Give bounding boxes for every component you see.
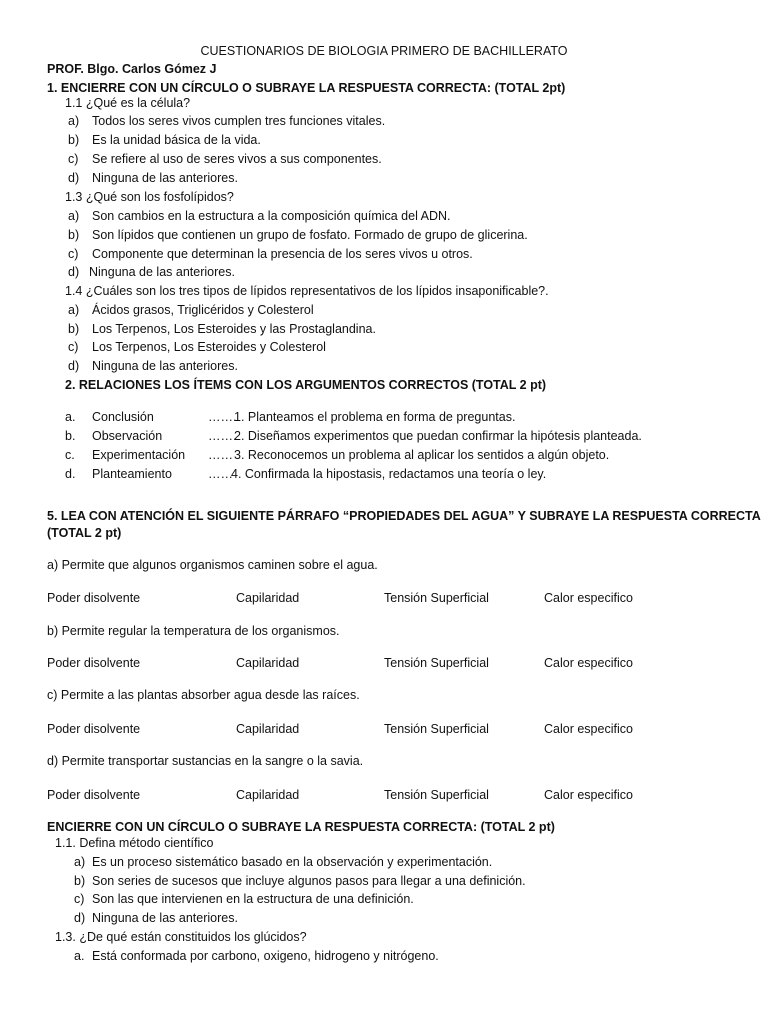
section1-heading: 1. ENCIERRE CON UN CÍRCULO O SUBRAYE LA RESPUESTA CORRECTA: (TOTAL 2pt): [47, 81, 566, 95]
q6-3-option-a-letter: a.: [74, 949, 85, 963]
question-1-1: 1.1 ¿Qué es la célula?: [65, 96, 191, 110]
q6-1-option-b-letter: b): [74, 874, 86, 888]
q6-1-option-c[interactable]: Son las que intervienen en la estructura de una definición.: [92, 892, 414, 906]
water-prompt-b: b) Permite regular la temperatura de los organismos.: [47, 624, 340, 638]
match-letter-d: d.: [65, 467, 76, 481]
q1-1-option-a-letter: a): [68, 114, 80, 128]
q1-4-option-d-letter: d): [68, 359, 80, 373]
choice-b-capilaridad[interactable]: Capilaridad: [236, 656, 300, 670]
q6-3-option-a[interactable]: Está conformada por carbono, oxigeno, hidrogeno y nitrógeno.: [92, 949, 439, 963]
q1-4-option-b[interactable]: Los Terpenos, Los Esteroides y las Prostaglandina.: [92, 322, 376, 336]
q1-1-option-c-letter: c): [68, 152, 79, 166]
match-statement-3: 3. Reconocemos un problema al aplicar los sentidos a algún objeto.: [234, 448, 610, 462]
match-term-c: Experimentación: [92, 448, 186, 462]
water-prompt-c: c) Permite a las plantas absorber agua desde las raíces.: [47, 688, 360, 702]
water-prompt-a: a) Permite que algunos organismos caminen sobre el agua.: [47, 558, 378, 572]
choice-d-calor-especifico[interactable]: Calor especifico: [544, 788, 633, 802]
match-blank-a[interactable]: …….: [208, 410, 237, 424]
q1-1-option-d[interactable]: Ninguna de las anteriores.: [92, 171, 238, 185]
q1-1-option-a[interactable]: Todos los seres vivos cumplen tres funciones vitales.: [92, 114, 386, 128]
q1-4-option-a[interactable]: Ácidos grasos, Triglicéridos y Colesterol: [92, 303, 314, 317]
match-term-b: Observación: [92, 429, 163, 443]
choice-a-tension-superficial[interactable]: Tensión Superficial: [384, 591, 489, 605]
match-statement-4: 4. Confirmada la hipostasis, redactamos una teoría o ley.: [231, 467, 547, 481]
q1-4-option-b-letter: b): [68, 322, 80, 336]
choice-a-poder-disolvente[interactable]: Poder disolvente: [47, 591, 141, 605]
q1-3-option-b-letter: b): [68, 228, 80, 242]
q1-3-option-d-letter: d): [68, 265, 80, 279]
choice-d-poder-disolvente[interactable]: Poder disolvente: [47, 788, 141, 802]
section5-heading-line2: (TOTAL 2 pt): [47, 526, 122, 540]
q6-1-option-d-letter: d): [74, 911, 86, 925]
q1-3-option-b[interactable]: Son lípidos que contienen un grupo de fosfato. Formado de grupo de glicerina.: [92, 228, 528, 242]
section5-heading-line1: 5. LEA CON ATENCIÓN EL SIGUIENTE PÁRRAFO “PROPIEDADES DEL AGUA” Y SUBRAYE LA RESPUESTA CORRECTA: [47, 509, 761, 523]
professor-name: PROF. Blgo. Carlos Gómez J: [47, 62, 217, 76]
q6-1-option-a-letter: a): [74, 855, 86, 869]
document-title: CUESTIONARIOS DE BIOLOGIA PRIMERO DE BACHILLERATO: [200, 44, 568, 58]
match-letter-c: c.: [65, 448, 75, 462]
q1-1-option-d-letter: d): [68, 171, 80, 185]
q6-1-option-b[interactable]: Son series de sucesos que incluye algunos pasos para llegar a una definición.: [92, 874, 526, 888]
match-term-a: Conclusión: [92, 410, 154, 424]
q6-1-option-c-letter: c): [74, 892, 85, 906]
match-letter-b: b.: [65, 429, 76, 443]
choice-c-capilaridad[interactable]: Capilaridad: [236, 722, 300, 736]
choice-b-tension-superficial[interactable]: Tensión Superficial: [384, 656, 489, 670]
choice-b-calor-especifico[interactable]: Calor especifico: [544, 656, 633, 670]
choice-a-capilaridad[interactable]: Capilaridad: [236, 591, 300, 605]
question-6-1-1: 1.1. Defina método científico: [55, 836, 214, 850]
choice-c-tension-superficial[interactable]: Tensión Superficial: [384, 722, 489, 736]
question-1-4: 1.4 ¿Cuáles son los tres tipos de lípidos representativos de los lípidos insaponificable?.: [65, 284, 549, 298]
choice-a-calor-especifico[interactable]: Calor especifico: [544, 591, 633, 605]
q1-3-option-c[interactable]: Componente que determinan la presencia de los seres vivos u otros.: [92, 247, 473, 261]
choice-c-calor-especifico[interactable]: Calor especifico: [544, 722, 633, 736]
q1-1-option-c[interactable]: Se refiere al uso de seres vivos a sus componentes.: [92, 152, 382, 166]
section6-heading: ENCIERRE CON UN CÍRCULO O SUBRAYE LA RESPUESTA CORRECTA: (TOTAL 2 pt): [47, 820, 555, 834]
match-letter-a: a.: [65, 410, 76, 424]
q1-4-option-a-letter: a): [68, 303, 80, 317]
section2-heading: 2. RELACIONES LOS ÍTEMS CON LOS ARGUMENTOS CORRECTOS (TOTAL 2 pt): [65, 378, 547, 392]
q1-4-option-c-letter: c): [68, 340, 79, 354]
q6-1-option-d[interactable]: Ninguna de las anteriores.: [92, 911, 238, 925]
match-blank-c[interactable]: ……: [208, 448, 233, 462]
q6-1-option-a[interactable]: Es un proceso sistemático basado en la observación y experimentación.: [92, 855, 493, 869]
q1-3-option-a-letter: a): [68, 209, 80, 223]
match-statement-1: 1. Planteamos el problema en forma de preguntas.: [234, 410, 516, 424]
q1-1-option-b-letter: b): [68, 133, 80, 147]
choice-d-capilaridad[interactable]: Capilaridad: [236, 788, 300, 802]
question-1-3: 1.3 ¿Qué son los fosfolípidos?: [65, 190, 234, 204]
match-statement-2: 2. Diseñamos experimentos que puedan confirmar la hipótesis planteada.: [234, 429, 642, 443]
q1-3-option-d[interactable]: Ninguna de las anteriores.: [89, 265, 235, 279]
choice-c-poder-disolvente[interactable]: Poder disolvente: [47, 722, 141, 736]
q1-1-option-b[interactable]: Es la unidad básica de la vida.: [92, 133, 261, 147]
water-prompt-d: d) Permite transportar sustancias en la sangre o la savia.: [47, 754, 364, 768]
q1-4-option-c[interactable]: Los Terpenos, Los Esteroides y Colesterol: [92, 340, 326, 354]
q1-3-option-a[interactable]: Son cambios en la estructura a la composición química del ADN.: [92, 209, 451, 223]
choice-d-tension-superficial[interactable]: Tensión Superficial: [384, 788, 489, 802]
match-blank-d[interactable]: ……: [208, 467, 233, 481]
choice-b-poder-disolvente[interactable]: Poder disolvente: [47, 656, 141, 670]
match-blank-b[interactable]: …….: [208, 429, 237, 443]
match-term-d: Planteamiento: [92, 467, 172, 481]
q1-4-option-d[interactable]: Ninguna de las anteriores.: [92, 359, 238, 373]
question-6-1-3: 1.3. ¿De qué están constituidos los glúcidos?: [55, 930, 307, 944]
q1-3-option-c-letter: c): [68, 247, 79, 261]
